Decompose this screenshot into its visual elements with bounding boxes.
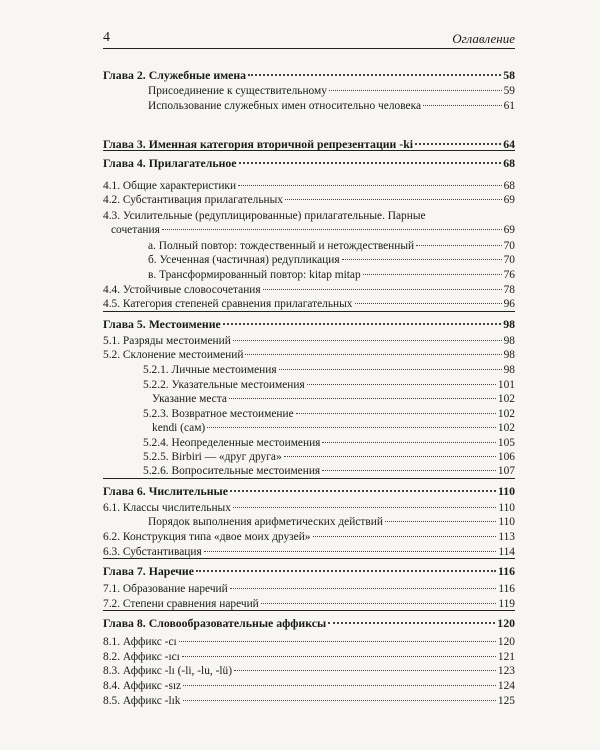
toc-entry[interactable] bbox=[103, 348, 515, 362]
toc-entry-title: 8.1. Аффикс -cı bbox=[103, 636, 177, 648]
toc-entry-title: 4.3. Усилительные (редуплицированные) прилагательные. Парные bbox=[103, 210, 426, 222]
toc-entry-title: 8.5. Аффикс -lık bbox=[103, 695, 181, 707]
toc-entry-page: 116 bbox=[498, 583, 515, 595]
toc-entry-page: 113 bbox=[498, 531, 515, 543]
toc-entry[interactable] bbox=[103, 378, 515, 392]
dot-leader bbox=[182, 656, 496, 657]
toc-entry-title: kendi (сам) bbox=[152, 422, 206, 434]
dot-leader bbox=[233, 340, 502, 341]
toc-entry-page: 78 bbox=[503, 284, 515, 296]
dot-leader bbox=[238, 185, 502, 186]
toc-entry-page: 98 bbox=[503, 364, 515, 376]
toc-entry-page: 125 bbox=[497, 695, 515, 707]
toc-entry-title: а. Полный повтор: тождественный и нетождественный bbox=[148, 240, 415, 252]
toc-entry-page: 96 bbox=[503, 298, 515, 310]
toc-entry-title: 6.3. Субстантивация bbox=[103, 546, 202, 558]
toc-entry-title: Присоединение к существительному bbox=[148, 85, 327, 97]
toc-entry-title: Указание места bbox=[152, 393, 227, 405]
dot-leader bbox=[416, 245, 501, 246]
toc-entry[interactable] bbox=[103, 515, 515, 529]
toc-entry[interactable] bbox=[103, 436, 515, 450]
toc-entry[interactable] bbox=[103, 407, 515, 421]
toc-entry[interactable] bbox=[103, 582, 515, 596]
dot-leader bbox=[355, 303, 502, 304]
toc-entry-page: 70 bbox=[503, 254, 515, 266]
toc-entry-title: 5.2.2. Указательные местоимения bbox=[143, 379, 305, 391]
toc-entry[interactable] bbox=[103, 694, 515, 708]
toc-entry-page: 124 bbox=[497, 680, 515, 692]
toc-chapter-entry[interactable] bbox=[103, 156, 515, 170]
toc-chapter-entry[interactable] bbox=[103, 616, 515, 630]
toc-entry-page: 58 bbox=[503, 68, 515, 82]
toc-entry[interactable] bbox=[103, 334, 515, 348]
dot-leader bbox=[207, 427, 496, 428]
toc-entry-title: Порядок выполнения арифметических действий bbox=[148, 516, 383, 528]
table-of-contents bbox=[103, 0, 515, 750]
toc-entry-title: 6.1. Классы числительных bbox=[103, 502, 231, 514]
toc-entry[interactable] bbox=[103, 223, 515, 237]
toc-entry-page: 106 bbox=[497, 451, 515, 463]
toc-entry-title: 5.2. Склонение местоимений bbox=[103, 349, 244, 361]
toc-chapter-entry[interactable] bbox=[103, 137, 515, 151]
dot-leader bbox=[423, 105, 502, 106]
toc-entry-title: Глава 8. Словообразовательные аффиксы bbox=[103, 616, 327, 630]
dot-leader bbox=[233, 507, 496, 508]
toc-entry-page: 69 bbox=[503, 194, 515, 206]
toc-entry-page: 102 bbox=[497, 393, 515, 405]
dot-leader bbox=[363, 274, 502, 275]
running-title: Оглавление bbox=[452, 31, 515, 46]
toc-entry-title: 7.2. Степени сравнения наречий bbox=[103, 598, 259, 610]
dot-leader bbox=[179, 641, 496, 642]
dot-leader bbox=[285, 199, 502, 200]
dot-leader bbox=[322, 470, 496, 471]
toc-entry-page: 120 bbox=[497, 616, 515, 630]
toc-entry-page: 68 bbox=[503, 156, 515, 170]
toc-entry-page: 119 bbox=[498, 598, 515, 610]
dot-leader bbox=[230, 588, 497, 589]
toc-entry[interactable] bbox=[103, 650, 515, 664]
dot-leader bbox=[328, 622, 495, 624]
toc-entry-title: Использование служебных имен относительно человека bbox=[148, 100, 422, 112]
dot-leader bbox=[329, 90, 502, 91]
toc-entry[interactable] bbox=[103, 450, 515, 464]
dot-leader bbox=[342, 259, 502, 260]
toc-entry-title: 8.2. Аффикс -ıcı bbox=[103, 651, 180, 663]
toc-entry-title: 6.2. Конструкция типа «двое моих друзей» bbox=[103, 531, 311, 543]
toc-entry[interactable] bbox=[103, 179, 515, 193]
toc-entry-title: 5.1. Разряды местоимений bbox=[103, 335, 231, 347]
toc-entry-title: Глава 5. Местоимение bbox=[103, 317, 221, 331]
toc-entry-page: 120 bbox=[497, 636, 515, 648]
toc-entry-title: 5.2.5. Birbiri — «друг друга» bbox=[143, 451, 282, 463]
toc-entry[interactable] bbox=[103, 193, 515, 207]
dot-leader bbox=[245, 354, 501, 355]
toc-entry-title: 4.5. Категория степеней сравнения прилагательных bbox=[103, 298, 353, 310]
dot-leader bbox=[261, 603, 497, 604]
toc-entry-page: 70 bbox=[503, 240, 515, 252]
toc-entry-title: Глава 2. Служебные имена bbox=[103, 68, 247, 82]
toc-entry-title: Глава 7. Наречие bbox=[103, 564, 194, 578]
toc-entry-title: Глава 6. Числительные bbox=[103, 484, 228, 498]
toc-entry-title: 7.1. Образование наречий bbox=[103, 583, 228, 595]
toc-entry-page: 102 bbox=[497, 422, 515, 434]
dot-leader bbox=[322, 442, 496, 443]
toc-entry-title: 8.3. Аффикс -lı (-li, -lu, -lü) bbox=[103, 665, 233, 677]
toc-entry-title: в. Трансформированный повтор: kitap mitap bbox=[148, 269, 361, 281]
dot-leader bbox=[279, 369, 502, 370]
toc-entry-page: 116 bbox=[497, 564, 515, 578]
toc-entry-title: 4.1. Общие характеристики bbox=[103, 180, 237, 192]
toc-entry[interactable] bbox=[103, 84, 515, 98]
toc-entry[interactable] bbox=[103, 268, 515, 282]
toc-entry[interactable] bbox=[103, 392, 515, 406]
toc-entry[interactable] bbox=[103, 421, 515, 435]
toc-entry[interactable] bbox=[103, 501, 515, 515]
dot-leader bbox=[415, 143, 501, 145]
toc-chapter-entry[interactable] bbox=[103, 68, 515, 82]
toc-entry-page: 105 bbox=[497, 437, 515, 449]
toc-entry[interactable] bbox=[103, 664, 515, 678]
toc-entry-page: 98 bbox=[503, 335, 515, 347]
dot-leader bbox=[239, 162, 502, 164]
toc-entry-page: 110 bbox=[498, 502, 515, 514]
dot-leader bbox=[183, 700, 496, 701]
dot-leader bbox=[230, 490, 496, 492]
toc-entry-title: 5.2.6. Вопросительные местоимения bbox=[143, 465, 321, 477]
toc-entry-page: 64 bbox=[503, 137, 515, 151]
page-number: 4 bbox=[103, 30, 110, 45]
dot-leader bbox=[248, 74, 501, 76]
dot-leader bbox=[313, 536, 497, 537]
toc-entry-title: 4.4. Устойчивые словосочетания bbox=[103, 284, 261, 296]
dot-leader bbox=[162, 229, 502, 230]
toc-entry-page: 110 bbox=[497, 484, 515, 498]
toc-entry-title: Глава 4. Прилагательное bbox=[103, 156, 237, 170]
toc-entry-page: 98 bbox=[503, 349, 515, 361]
toc-chapter-entry[interactable] bbox=[103, 317, 515, 331]
toc-entry-title: 4.2. Субстантивация прилагательных bbox=[103, 194, 283, 206]
toc-entry[interactable] bbox=[103, 209, 515, 223]
dot-leader bbox=[204, 551, 497, 552]
toc-entry-title: 5.2.4. Неопределенные местоимения bbox=[143, 437, 321, 449]
toc-entry[interactable] bbox=[103, 679, 515, 693]
toc-chapter-entry[interactable] bbox=[103, 564, 515, 578]
toc-entry[interactable] bbox=[103, 635, 515, 649]
dot-leader bbox=[284, 456, 496, 457]
dot-leader bbox=[234, 670, 496, 671]
toc-chapter-entry[interactable] bbox=[103, 484, 515, 498]
toc-entry[interactable] bbox=[103, 530, 515, 544]
toc-entry-page: 61 bbox=[503, 100, 515, 112]
toc-entry-page: 69 bbox=[503, 224, 515, 236]
toc-entry-page: 107 bbox=[497, 465, 515, 477]
dot-leader bbox=[263, 289, 502, 290]
toc-entry-title: 5.2.3. Возвратное местоимение bbox=[143, 408, 294, 420]
toc-entry[interactable] bbox=[103, 283, 515, 297]
toc-entry[interactable] bbox=[103, 253, 515, 267]
toc-entry[interactable] bbox=[103, 363, 515, 377]
dot-leader bbox=[385, 521, 496, 522]
dot-leader bbox=[223, 323, 501, 325]
toc-entry-title: Глава 3. Именная категория вторичной репрезентации -ki bbox=[103, 137, 414, 151]
toc-entry-title: 5.2.1. Личные местоимения bbox=[143, 364, 277, 376]
dot-leader bbox=[196, 570, 496, 572]
dot-leader bbox=[229, 398, 496, 399]
toc-entry[interactable] bbox=[103, 239, 515, 253]
toc-entry-title: сочетания bbox=[111, 224, 160, 236]
toc-entry[interactable] bbox=[103, 597, 515, 611]
toc-entry-title: б. Усеченная (частичная) редупликация bbox=[148, 254, 340, 266]
toc-entry-page: 76 bbox=[503, 269, 515, 281]
dot-leader bbox=[296, 413, 496, 414]
toc-entry-title: 8.4. Аффикс -sız bbox=[103, 680, 182, 692]
toc-entry-page: 68 bbox=[503, 180, 515, 192]
toc-entry-page: 123 bbox=[497, 665, 515, 677]
section-divider bbox=[103, 478, 515, 479]
dot-leader bbox=[307, 384, 496, 385]
toc-entry-page: 102 bbox=[497, 408, 515, 420]
toc-entry[interactable] bbox=[103, 464, 515, 478]
toc-entry-page: 98 bbox=[503, 317, 515, 331]
toc-entry[interactable] bbox=[103, 545, 515, 559]
toc-entry-page: 101 bbox=[497, 379, 515, 391]
dot-leader bbox=[183, 685, 496, 686]
toc-entry[interactable] bbox=[103, 99, 515, 113]
toc-entry[interactable] bbox=[103, 297, 515, 311]
toc-entry-page: 110 bbox=[498, 516, 515, 528]
toc-entry-page: 121 bbox=[497, 651, 515, 663]
toc-entry-page: 114 bbox=[498, 546, 515, 558]
section-divider bbox=[103, 311, 515, 312]
toc-entry-page: 59 bbox=[503, 85, 515, 97]
